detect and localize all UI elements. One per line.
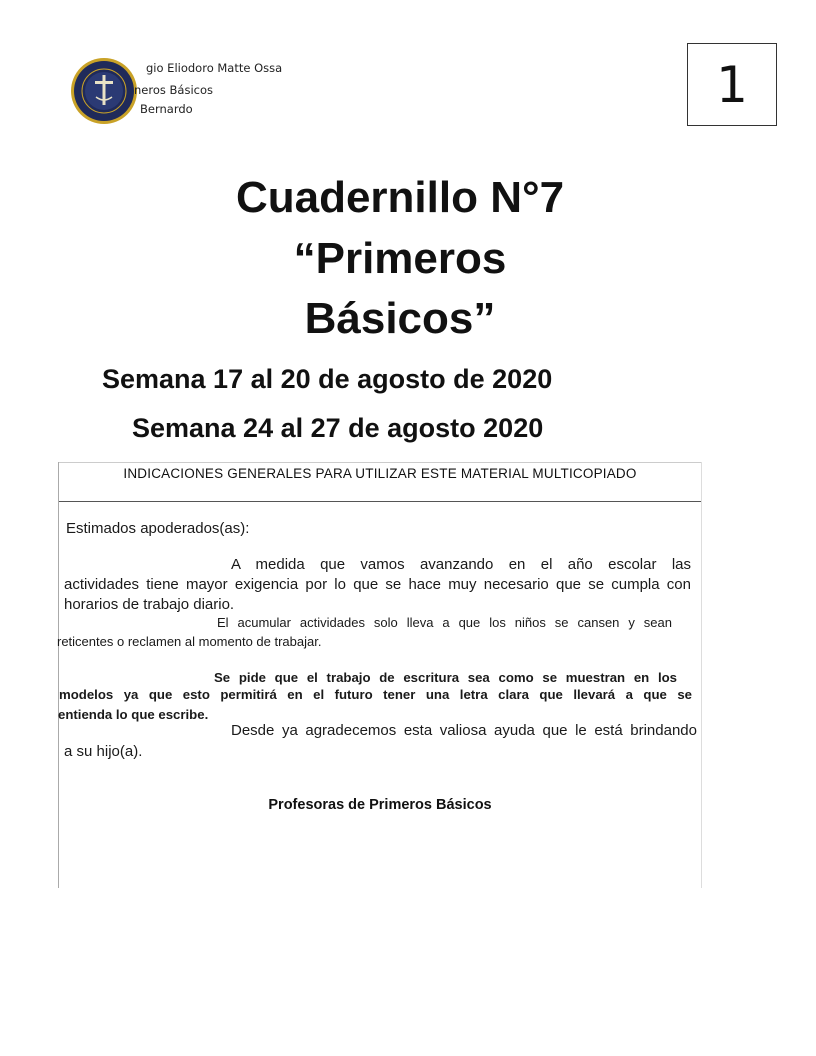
para1-line1: A medida que vamos avanzando en el año escolar las <box>231 556 691 573</box>
booklet-subtitle-line1: “Primeros <box>293 234 507 283</box>
page-number-box <box>687 43 777 126</box>
para3-line1: Se pide que el trabajo de escritura sea como se muestran en los <box>214 670 677 685</box>
para4-line2: a su hijo(a). <box>64 743 143 760</box>
para2-line2: reticentes o reclamen al momento de trabajar. <box>57 634 322 649</box>
page-number: 1 <box>716 55 748 114</box>
greeting: Estimados apoderados(as): <box>66 520 250 537</box>
para3-line2: modelos ya que esto permitirá en el futuro tener una letra clara que llevará a que se <box>59 687 692 702</box>
instructions-panel <box>58 462 702 888</box>
school-crest-icon <box>70 57 138 125</box>
booklet-title: Cuadernillo N°7 <box>235 173 565 222</box>
instructions-header: INDICACIONES GENERALES PARA UTILIZAR ESTE MATERIAL MULTICOPIADO <box>59 462 701 502</box>
week-range-2: Semana 24 al 27 de agosto 2020 <box>132 413 544 443</box>
para2-line1: El acumular actividades solo lleva a que los niños se cansen y sean <box>217 615 672 630</box>
para1-line3: horarios de trabajo diario. <box>64 596 235 613</box>
week-range-1: Semana 17 al 20 de agosto de 2020 <box>102 364 553 394</box>
school-location-line: Bernardo <box>140 102 193 116</box>
para3-line3: entienda lo que escribe. <box>58 707 209 722</box>
school-name-line: gio Eliodoro Matte Ossa <box>146 61 283 75</box>
booklet-subtitle-line2: Básicos” <box>304 294 496 343</box>
para1-line2: actividades tiene mayor exigencia por lo que se hace muy necesario que se cumpla con <box>64 576 691 593</box>
school-logo <box>70 57 138 125</box>
school-level-line: neros Básicos <box>134 83 213 97</box>
para4-line1: Desde ya agradecemos esta valiosa ayuda que le está brindando <box>231 722 697 739</box>
signature: Profesoras de Primeros Básicos <box>268 797 492 813</box>
